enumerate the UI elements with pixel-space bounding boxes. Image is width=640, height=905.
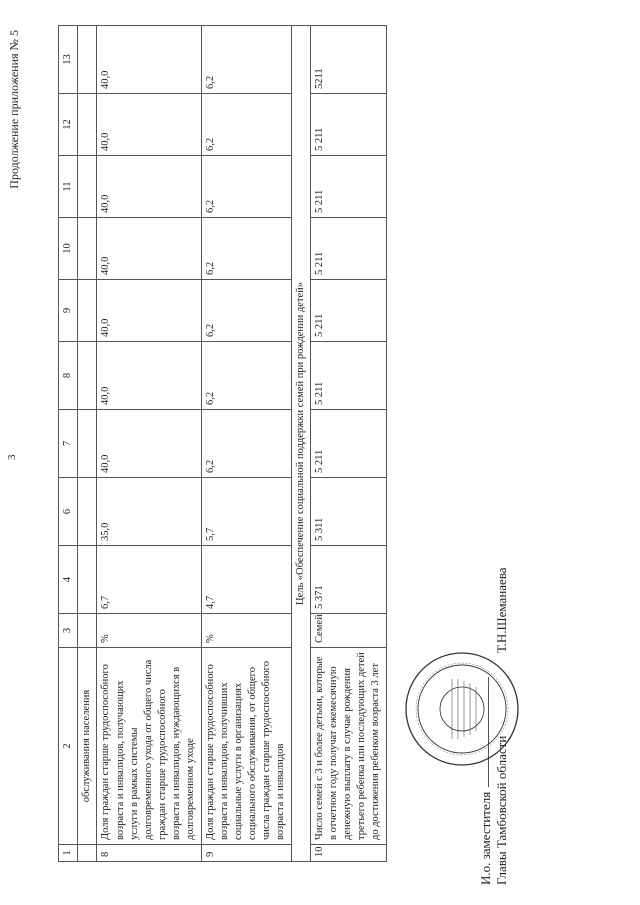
row-number: 8 (97, 845, 201, 862)
value-cell: 4,7 (201, 546, 291, 614)
value-cell: 5,7 (201, 478, 291, 546)
goal-row (291, 26, 310, 862)
header-cell: 9 (59, 280, 78, 342)
header-cell: 1 (59, 845, 78, 862)
value-cell: 5 211 (310, 280, 386, 342)
row-unit: % (97, 614, 201, 648)
header-cell: 3 (59, 614, 78, 648)
value-cell: 40,0 (97, 26, 201, 94)
value-cell: 40,0 (97, 156, 201, 218)
signature-name: Т.Н.Шеманаева (494, 567, 509, 653)
header-cell: 12 (59, 94, 78, 156)
value-cell: 40,0 (97, 218, 201, 280)
value-cell: 5 211 (310, 94, 386, 156)
row-number: 9 (201, 845, 291, 862)
value-cell: 5 211 (310, 218, 386, 280)
header-cell: 13 (59, 26, 78, 94)
header-cell: 8 (59, 342, 78, 410)
value-cell: 6,2 (201, 342, 291, 410)
header-cell: 11 (59, 156, 78, 218)
value-cell: 6,2 (201, 156, 291, 218)
value-cell: 5211 (310, 26, 386, 94)
row-unit: Семей (310, 614, 386, 648)
value-cell: 5 211 (310, 410, 386, 478)
value-cell: 40,0 (97, 410, 201, 478)
goal-text: Цель «Обеспечение социальной поддержки семей при рождении детей» (291, 26, 310, 862)
value-cell: 5 211 (310, 156, 386, 218)
value-cell: 5 211 (310, 342, 386, 410)
row-number: 10 (310, 845, 386, 862)
value-cell: 6,2 (201, 218, 291, 280)
header-cell: 6 (59, 478, 78, 546)
row-unit: % (201, 614, 291, 648)
value-cell: 40,0 (97, 94, 201, 156)
value-cell: 6,2 (201, 26, 291, 94)
row-text: обслуживания населения (78, 648, 97, 845)
row-text: Доля граждан старше трудоспособного возраста и инвалидов, получивших социальные услуги в организациях социального обслуживания, от общего числа граждан старше трудоспособного возраста и инвалидов (201, 648, 291, 845)
table-row (78, 26, 97, 862)
row-text: Доля граждан старше трудоспособного возраста и инвалидов, получающих услуги в рамках системы долговременного ухода от общего числа граждан старше трудоспособного возраста и инвалидов, нуждающихся в долговременном уходе (97, 648, 201, 845)
table-row (97, 26, 201, 862)
value-cell: 6,2 (201, 410, 291, 478)
value-cell: 5 371 (310, 546, 386, 614)
value-cell: 40,0 (97, 280, 201, 342)
row-text: Число семей с 3 и более детьми, которые в отчетном году получат ежемесячную денежную выплату в случае рождения третьего ребенка или последующих детей до достижения ребенком возраста 3 лет (310, 648, 386, 845)
signature-title-line2: Главы Тамбовской области (494, 735, 509, 885)
value-cell: 6,7 (97, 546, 201, 614)
header-cell: 4 (59, 546, 78, 614)
page-number: 3 (6, 454, 18, 460)
table-row (201, 26, 291, 862)
indicators-table (58, 25, 387, 862)
value-cell: 6,2 (201, 280, 291, 342)
header-row (59, 26, 78, 862)
header-cell: 2 (59, 648, 78, 845)
value-cell: 5 311 (310, 478, 386, 546)
header-cell: 7 (59, 410, 78, 478)
continuation-label: Продолжение приложения № 5 (7, 30, 21, 189)
table-row (310, 26, 386, 862)
value-cell: 40,0 (97, 342, 201, 410)
signature-title-line1: И.о. заместителя (478, 791, 493, 885)
official-stamp-icon (402, 649, 522, 769)
value-cell: 6,2 (201, 94, 291, 156)
header-cell: 10 (59, 218, 78, 280)
value-cell: 35,0 (97, 478, 201, 546)
